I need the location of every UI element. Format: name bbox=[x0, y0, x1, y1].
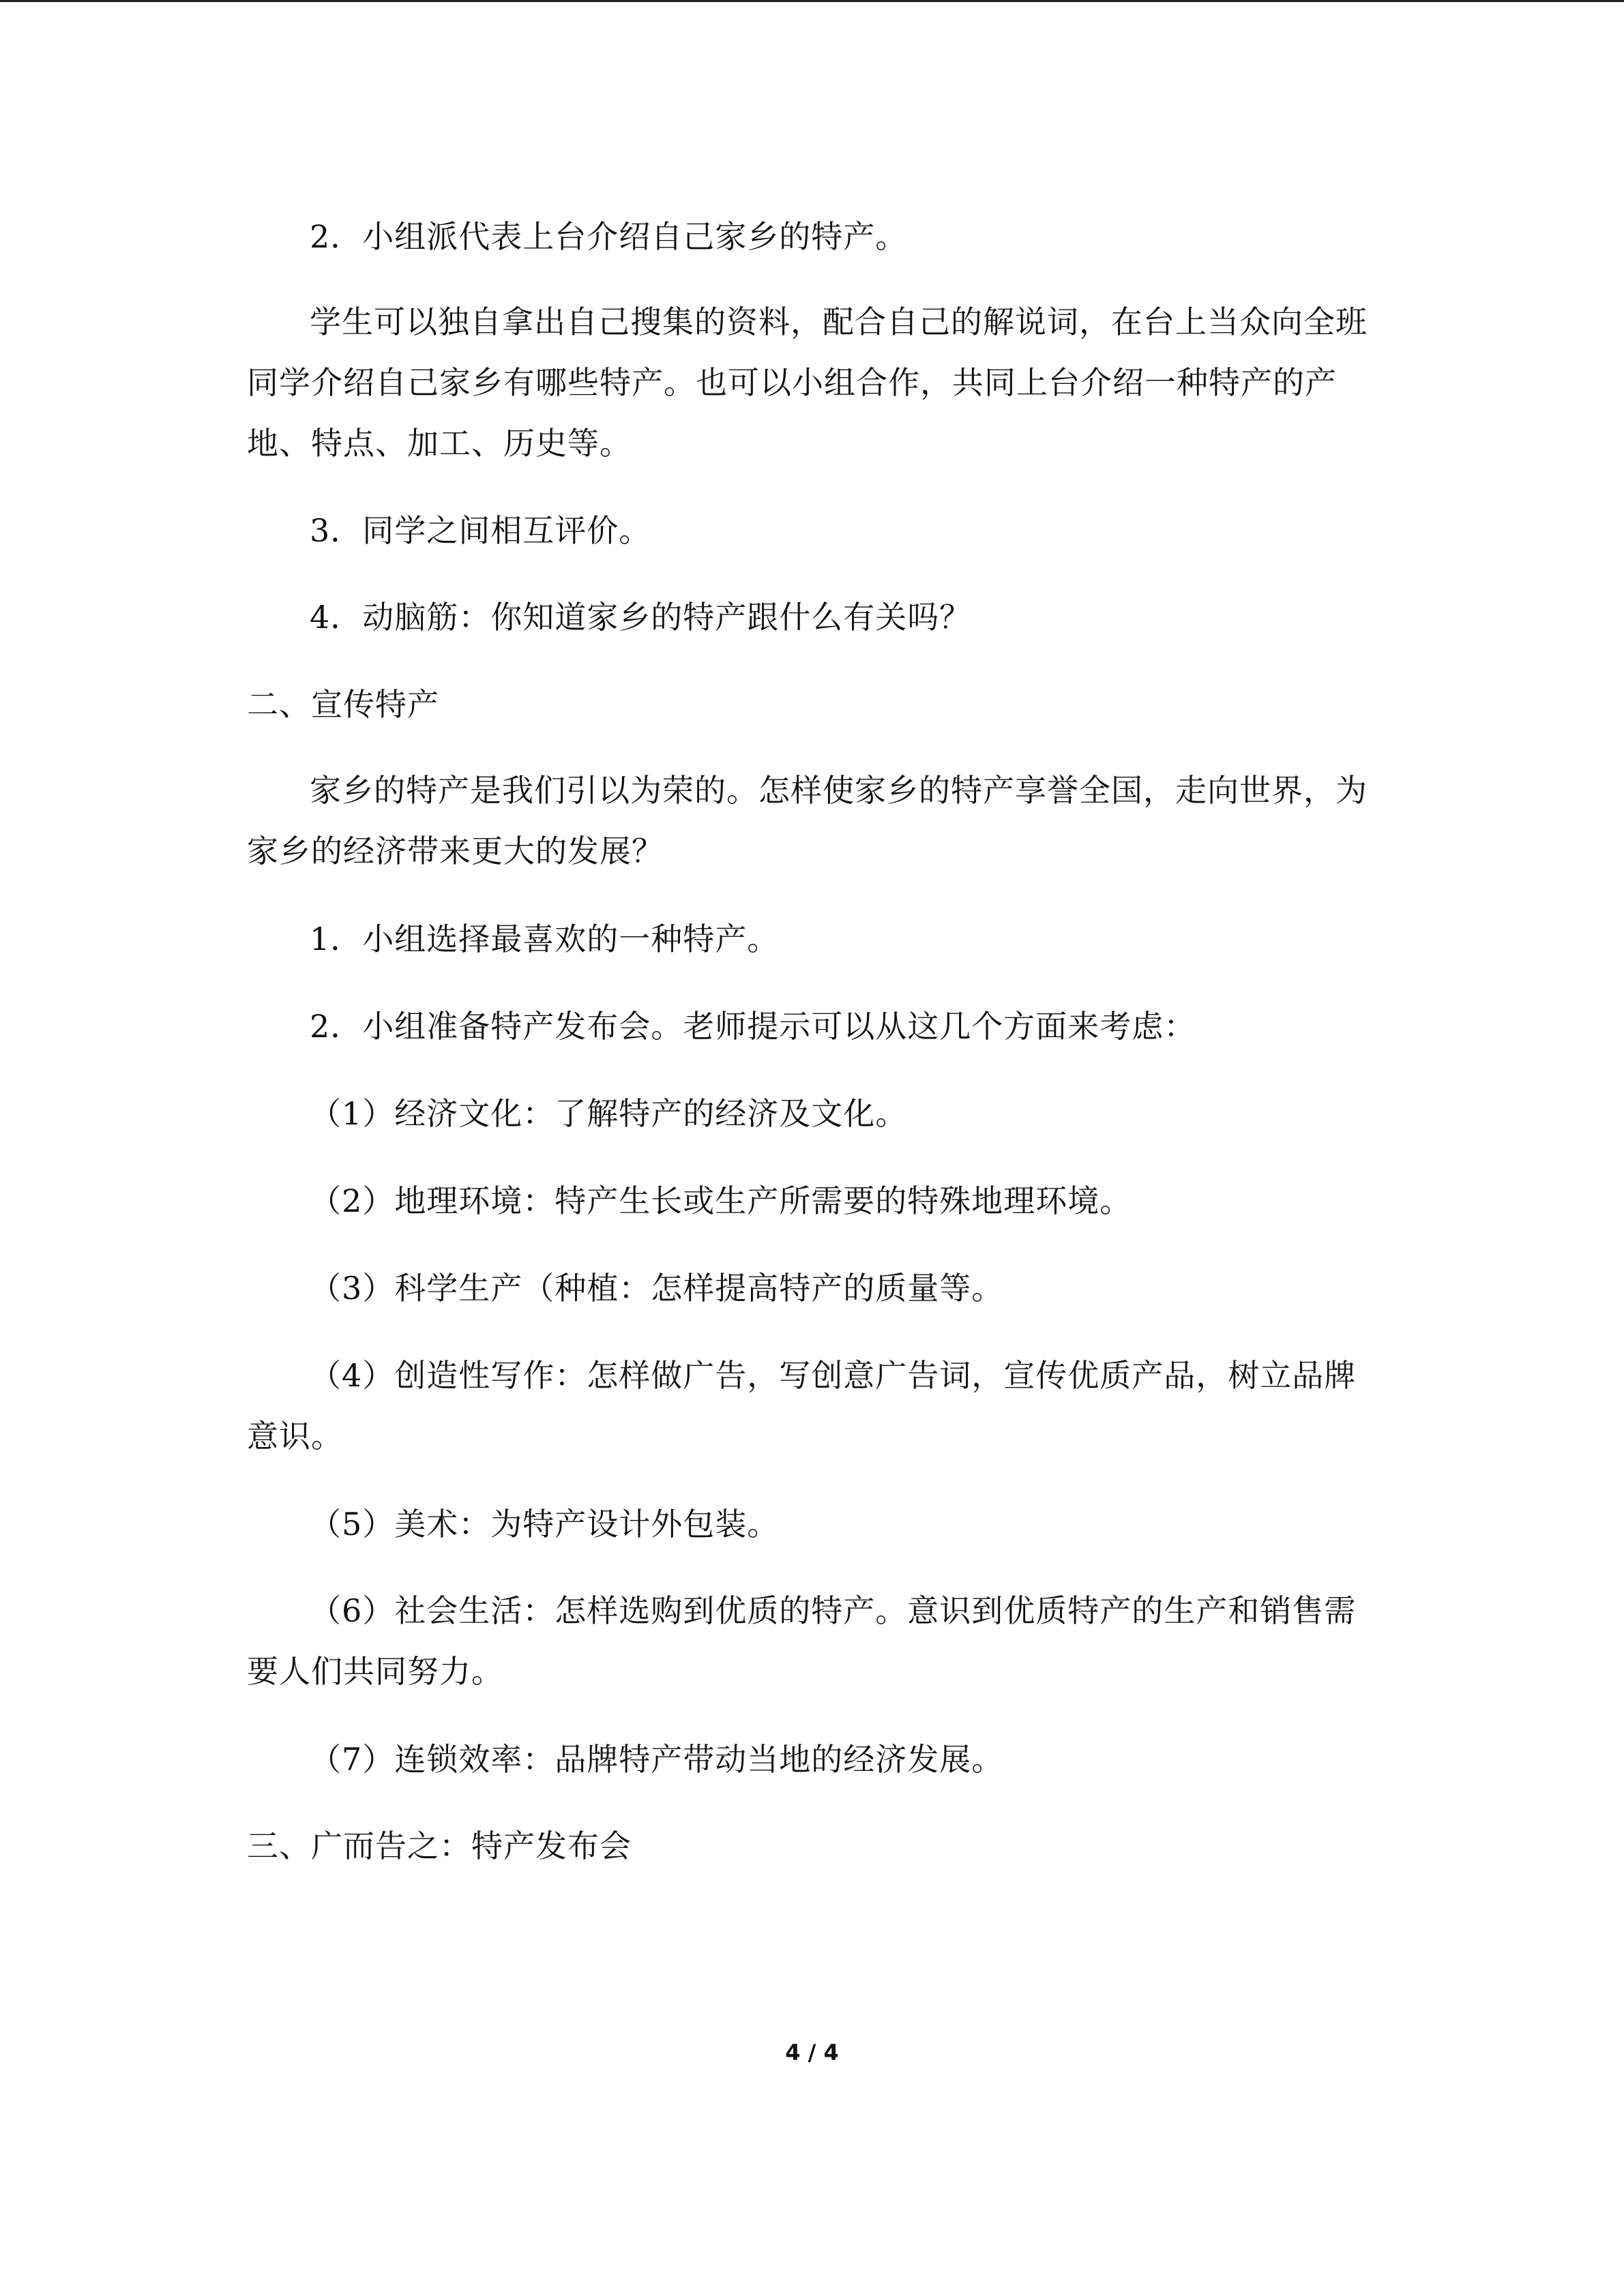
paragraph-prepare-launch: 2．小组准备特产发布会。老师提示可以从这几个方面来考虑： bbox=[310, 1008, 1196, 1045]
list-item-geography: （2）地理环境：特产生长或生产所需要的特殊地理环境。 bbox=[310, 1182, 1132, 1219]
paragraph-step-2: 2．小组派代表上台介绍自己家乡的特产。 bbox=[310, 218, 908, 255]
paragraph-choose-specialty: 1．小组选择最喜欢的一种特产。 bbox=[310, 921, 780, 957]
top-border-line bbox=[0, 0, 1624, 2]
list-item-science-production: （3）科学生产（种植：怎样提高特产的质量等。 bbox=[310, 1270, 1004, 1307]
list-item-creative-writing: （4）创造性写作：怎样做广告，写创意广告词，宣传优质产品，树立品牌意识。 bbox=[247, 1357, 1357, 1455]
paragraph-step-4: 4．动脑筋：你知道家乡的特产跟什么有关吗？ bbox=[310, 599, 972, 636]
paragraph-hometown-pride: 家乡的特产是我们引以为荣的。怎样使家乡的特产享誉全国，走向世界，为家乡的经济带来更大的发展？ bbox=[247, 772, 1368, 869]
page-number: 4 / 4 bbox=[785, 2040, 839, 2066]
list-item-chain-effect: （7）连锁效率：品牌特产带动当地的经济发展。 bbox=[310, 1741, 1004, 1778]
paragraph-step-3: 3．同学之间相互评价。 bbox=[310, 512, 651, 549]
list-item-social-life: （6）社会生活：怎样选购到优质的特产。意识到优质特产的生产和销售需要人们共同努力。 bbox=[247, 1592, 1357, 1690]
section-heading-2: 二、宣传特产 bbox=[247, 686, 439, 723]
list-item-economy-culture: （1）经济文化：了解特产的经济及文化。 bbox=[310, 1095, 908, 1132]
section-heading-3: 三、广而告之：特产发布会 bbox=[247, 1828, 632, 1864]
list-item-art: （5）美术：为特产设计外包装。 bbox=[310, 1506, 780, 1542]
paragraph-student-intro: 学生可以独自拿出自己搜集的资料，配合自己的解说词，在台上当众向全班同学介绍自己家乡有哪些特产。也可以小组合作，共同上台介绍一种特产的产地、特点、加工、历史等。 bbox=[247, 303, 1368, 462]
